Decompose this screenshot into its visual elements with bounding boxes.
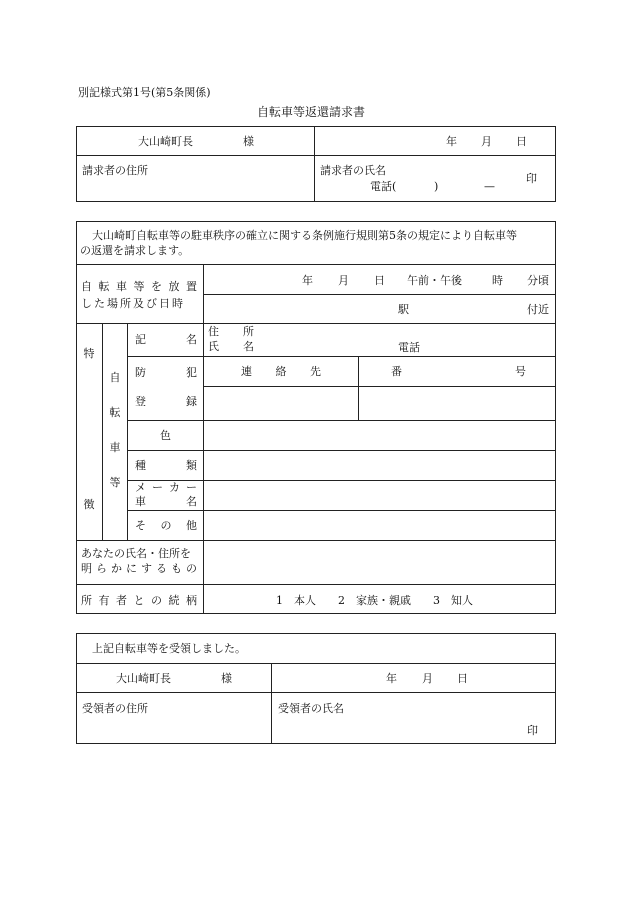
other-label: そ の 他 [135, 519, 197, 532]
type-label: 種 類 [135, 459, 197, 472]
receiver-address-field[interactable]: 受領者の住所 [82, 702, 148, 715]
date-year[interactable]: 年 [302, 274, 313, 287]
identity-label-line2: 明 ら か に す る も の [81, 562, 197, 575]
request-day-label[interactable]: 日 [516, 135, 527, 148]
receipt-year-label[interactable]: 年 [386, 672, 397, 685]
minute-label[interactable]: 分頃 [527, 274, 549, 287]
requester-name-field[interactable]: 請求者の氏名 [320, 164, 386, 177]
registration-go-label: 号 [515, 365, 526, 378]
car-name-label: 車 名 [135, 495, 197, 508]
registration-number-label[interactable]: 番 [391, 365, 402, 378]
phone-dash: — [484, 180, 495, 193]
bohan-label: 防 犯 [135, 366, 197, 379]
hour-label[interactable]: 時 [492, 274, 503, 287]
page-title: 自転車等返還請求書 [257, 105, 366, 119]
receiver-name-field[interactable]: 受領者の氏名 [278, 702, 344, 715]
place-label-line1: 自 転 車 等 を 放 置 [81, 280, 197, 293]
request-month-label[interactable]: 月 [481, 135, 492, 148]
bicycle-label: 自 転 車 等 [109, 371, 121, 489]
date-month[interactable]: 月 [338, 274, 349, 287]
receipt-day-label[interactable]: 日 [457, 672, 468, 685]
vicinity-label: 付近 [527, 303, 549, 316]
owner-phone-field[interactable]: 電話 [398, 341, 420, 354]
identity-label-line1: あなたの氏名・住所を [81, 547, 191, 560]
requester-seal: 印 [526, 172, 537, 185]
relation-label: 所 有 者 と の 続 柄 [81, 594, 197, 607]
addressee-honorific: 様 [243, 135, 254, 148]
maker-label: メ ー カ ー [135, 481, 197, 494]
phone-label[interactable]: 電話( [370, 180, 397, 193]
receipt-month-label[interactable]: 月 [422, 672, 433, 685]
relation-options[interactable]: 1 本人 2 家族・親戚 3 知人 [276, 594, 473, 607]
form-number-label: 別記様式第1号(第5条関係) [78, 86, 211, 99]
receipt-addressee: 大山崎町長 [116, 672, 171, 685]
addressee-label: 大山崎町長 [138, 135, 193, 148]
owner-address-field[interactable]: 住 所 [208, 325, 254, 338]
features-label: 特 徴 [83, 347, 95, 511]
receipt-honorific: 様 [221, 672, 232, 685]
request-year-label[interactable]: 年 [446, 135, 457, 148]
receipt-statement: 上記自転車等を受領しました。 [92, 642, 246, 655]
phone-close-paren: ) [434, 180, 439, 193]
date-day[interactable]: 日 [374, 274, 385, 287]
contact-label: 連 絡 先 [241, 365, 321, 378]
am-pm-choice[interactable]: 午前・午後 [407, 274, 462, 287]
receiver-seal: 印 [527, 724, 538, 737]
kimei-label: 記 名 [135, 333, 197, 346]
toroku-label: 登 録 [135, 395, 197, 408]
intro-text-line1: 大山崎町自転車等の駐車秩序の確立に関する条例施行規則第5条の規定により自転車等 [92, 229, 517, 242]
requester-address-field[interactable]: 請求者の住所 [82, 164, 148, 177]
owner-name-field[interactable]: 氏 名 [208, 340, 254, 353]
place-label-line2: した場所及び日時 [81, 297, 185, 310]
intro-text-line2: の返還を請求します。 [80, 244, 190, 257]
color-label: 色 [160, 429, 171, 442]
station-label[interactable]: 駅 [398, 303, 409, 316]
